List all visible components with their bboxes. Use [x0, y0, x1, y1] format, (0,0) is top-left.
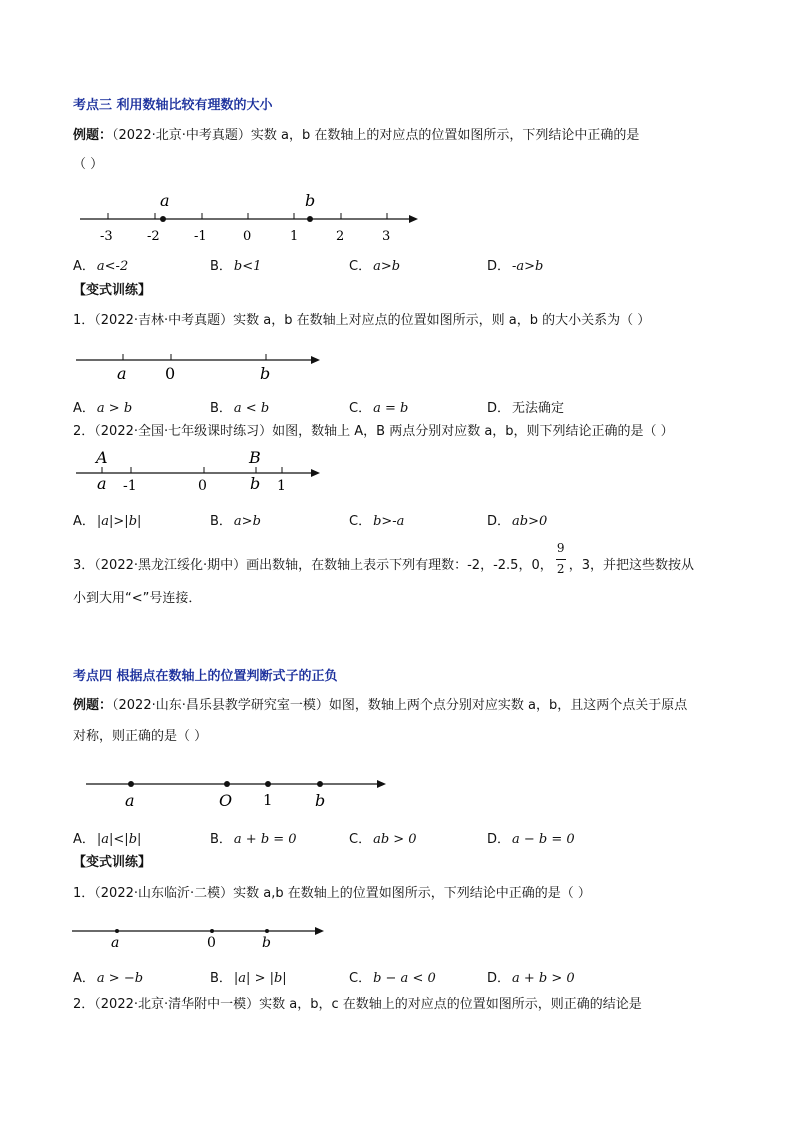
axis-label-minus-one: -1: [123, 478, 137, 494]
axis-arrow: [409, 215, 418, 223]
number-line-5: [72, 927, 324, 951]
fraction-nine-halves: [553, 541, 569, 576]
q1-text: 1．（2022·吉林·中考真题）实数 a，b 在数轴上对应点的位置如图所示，则 a，b 的大小关系为（ ）: [73, 313, 651, 328]
example-answer-paren: （ ）: [73, 157, 104, 172]
option-c[interactable]: C． ab > 0: [349, 832, 417, 847]
option-b[interactable]: B． a>b: [210, 514, 261, 529]
axis-label-a: a: [111, 935, 120, 951]
q3-line2: 小到大用“<”号连接．: [73, 591, 202, 606]
practice-label: 【变式训练】: [73, 855, 152, 870]
fraction-denominator: 2: [556, 562, 565, 576]
number-line-1: [80, 191, 418, 244]
point-a: [160, 216, 166, 222]
option-d[interactable]: D． a − b = 0: [487, 832, 575, 847]
axis-label-A: A: [96, 448, 108, 467]
section4-q2-text: 2．（2022·北京·清华附中一模）实数 a，b，c 在数轴上的对应点的位置如图所示，则正确的结论是: [73, 997, 642, 1012]
fraction-numerator: 9: [556, 541, 565, 555]
tick-label: -3: [100, 229, 113, 244]
number-line-4: [86, 780, 386, 810]
option-b[interactable]: B． a < b: [210, 401, 270, 416]
axis-label-one: 1: [277, 478, 286, 494]
axis-label-zero: 0: [207, 935, 216, 951]
fraction-bar: [556, 559, 566, 560]
option-d[interactable]: D． a + b > 0: [487, 971, 575, 986]
option-c[interactable]: C． a = b: [349, 401, 409, 416]
point-b: [265, 929, 269, 933]
point-zero: [210, 929, 214, 933]
example-label: 例题：: [73, 128, 113, 143]
practice-label: 【变式训练】: [73, 283, 152, 298]
axis-label-origin: O: [219, 791, 233, 810]
point-one: [265, 781, 271, 787]
example-text: （2022·北京·中考真题）实数 a，b 在数轴上的对应点的位置如图所示，下列结论中正确的是: [112, 128, 640, 143]
axis-label-b: b: [262, 935, 271, 951]
section4-q1-text: 1．（2022·山东临沂·二模）实数 a,b 在数轴上的位置如图所示，下列结论中正确的是（ ）: [73, 886, 591, 901]
point-b: [307, 216, 313, 222]
axis-label-zero: 0: [198, 478, 207, 494]
example-text: （2022·山东·昌乐县教学研究室一模）如图，数轴上两个点分别对应实数 a，b，且这两个点关于原点: [112, 698, 688, 713]
point-a: [128, 781, 134, 787]
tick-label: 1: [290, 229, 299, 244]
tick-label: -1: [194, 229, 207, 244]
number-line-2: [76, 354, 320, 383]
q2-text: 2．（2022·全国·七年级课时练习）如图，数轴上 A，B 两点分别对应数 a，b，则下列结论正确的是（ ）: [73, 424, 674, 439]
tick-label: -2: [147, 229, 160, 244]
option-a[interactable]: A． a<-2: [73, 259, 129, 274]
point-a: [115, 929, 119, 933]
option-b[interactable]: B． b<1: [210, 259, 262, 274]
option-a[interactable]: A． |a|<|b|: [73, 832, 142, 847]
tick-label: 3: [382, 229, 391, 244]
point-label-b: b: [305, 191, 316, 210]
option-d[interactable]: D． -a>b: [487, 259, 544, 274]
axis-label-b: b: [250, 474, 261, 493]
option-b[interactable]: B． |a| > |b|: [210, 971, 287, 986]
axis-label-zero: 0: [165, 364, 176, 383]
axis-label-a: a: [117, 364, 127, 383]
axis-arrow: [315, 927, 324, 935]
option-c[interactable]: C． b>-a: [349, 514, 405, 529]
section3-heading: 考点三 利用数轴比较有理数的大小: [73, 98, 273, 113]
axis-label-a: a: [125, 791, 135, 810]
option-c[interactable]: C． a>b: [349, 259, 401, 274]
section4-heading: 考点四 根据点在数轴上的位置判断式子的正负: [73, 669, 338, 684]
axis-label-B: B: [249, 448, 261, 467]
tick-label: 2: [336, 229, 345, 244]
option-d[interactable]: D． ab>0: [487, 514, 548, 529]
option-b[interactable]: B． a + b = 0: [210, 832, 297, 847]
axis-label-one: 1: [263, 791, 273, 809]
option-a[interactable]: A． a > −b: [73, 971, 144, 986]
tick-label: 0: [243, 229, 252, 244]
point-b: [317, 781, 323, 787]
example-label: 例题：: [73, 698, 113, 713]
option-a[interactable]: A． |a|>|b|: [73, 514, 142, 529]
section4-example-line2: 对称，则正确的是（ ）: [73, 729, 208, 744]
number-line-3: [76, 448, 320, 494]
point-label-a: a: [160, 191, 170, 210]
q3-text-before: 3．（2022·黑龙江绥化·期中）画出数轴，在数轴上表示下列有理数：-2，-2.5，0，: [73, 558, 553, 573]
option-d[interactable]: D． 无法确定: [487, 401, 565, 416]
option-a[interactable]: A． a > b: [73, 401, 133, 416]
option-c[interactable]: C． b − a < 0: [349, 971, 436, 986]
axis-arrow: [377, 780, 386, 788]
section4-example-line: [73, 698, 687, 714]
axis-label-b: b: [260, 364, 271, 383]
axis-arrow: [311, 469, 320, 477]
axis-label-b: b: [315, 791, 326, 810]
q3-text-after: ，3，并把这些数按从: [568, 558, 694, 573]
axis-label-a: a: [97, 474, 107, 493]
axis-arrow: [311, 356, 320, 364]
point-origin: [224, 781, 230, 787]
q3-line1: [73, 541, 694, 576]
